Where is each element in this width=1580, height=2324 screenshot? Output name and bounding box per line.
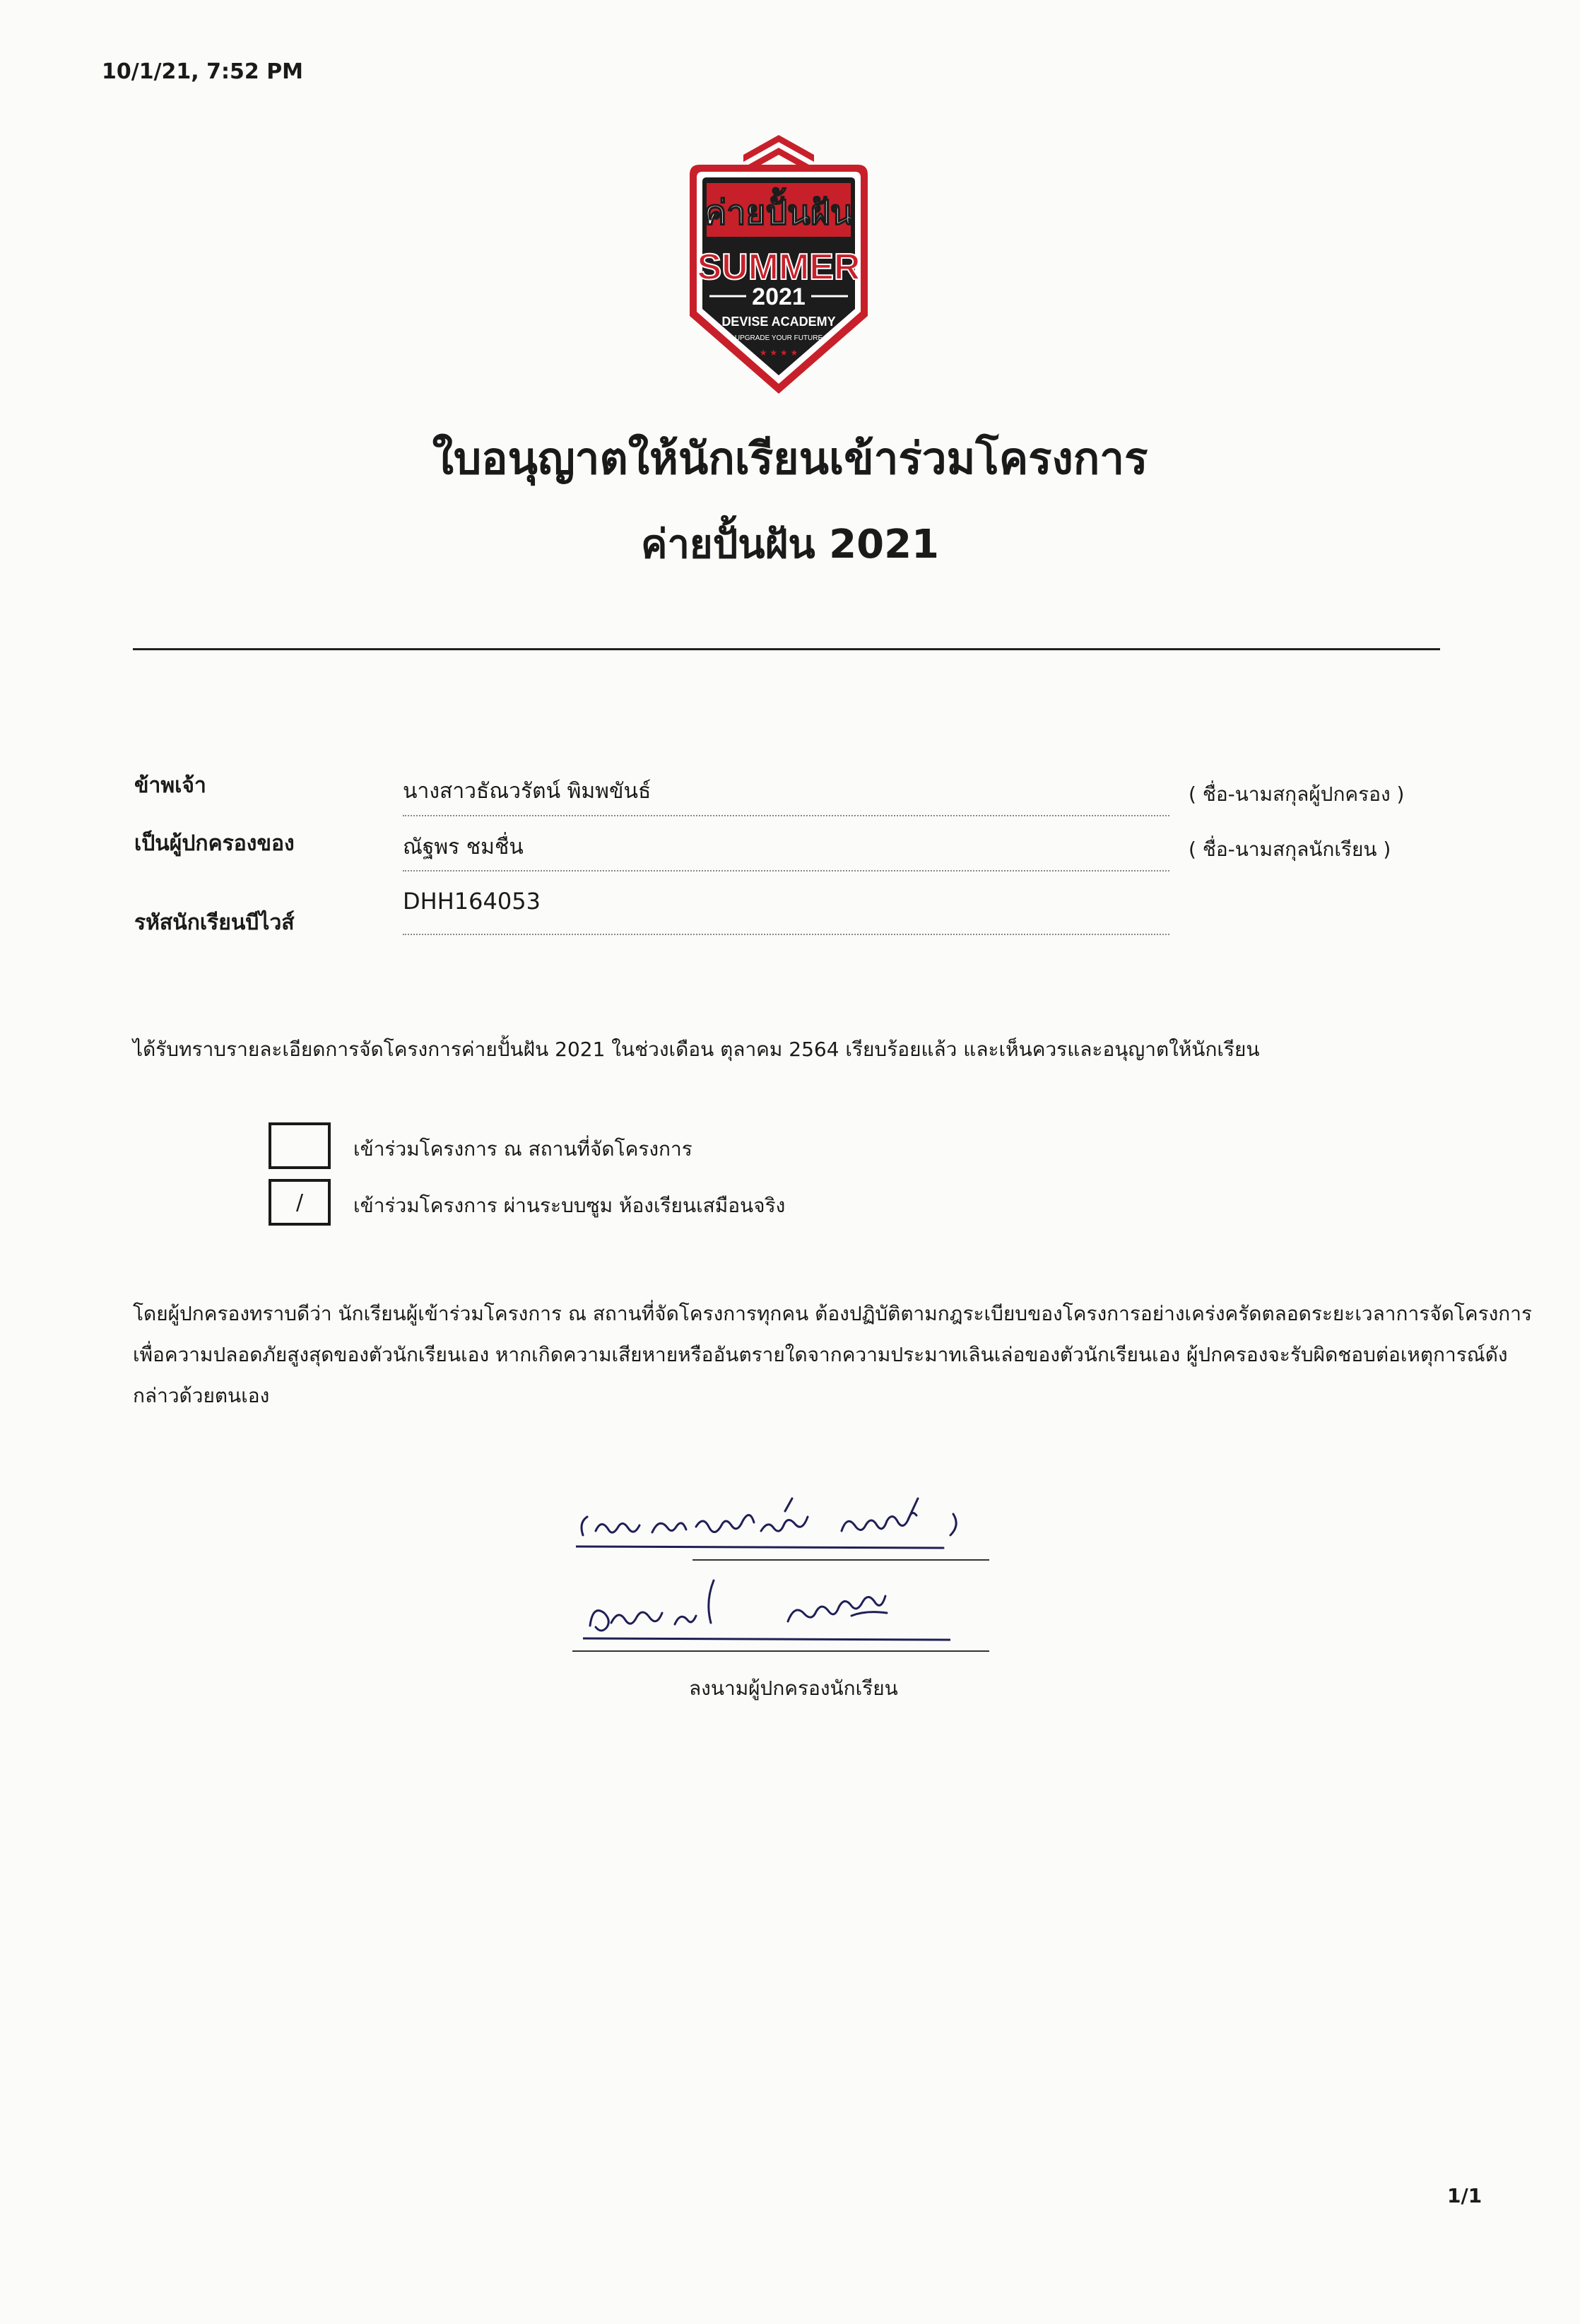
student-id-label: รหัสนักเรียนบีไวส์ — [134, 910, 295, 935]
terms-line-3: กล่าวด้วยตนเอง — [133, 1384, 270, 1407]
student-name-value: ณัฐพร ชมชื่น — [403, 835, 524, 859]
guardian-name-line — [403, 815, 1169, 816]
logo-summer-text: SUMMER — [697, 247, 861, 288]
signature-line — [572, 1650, 989, 1652]
logo-academy-text: DEVISE ACADEMY — [721, 315, 836, 329]
document-title: ใบอนุญาตให้นักเรียนเข้าร่วมโครงการ — [432, 433, 1148, 484]
terms-line-1: โดยผู้ปกครองทราบดีว่า นักเรียนผู้เข้าร่วมโครงการ ณ สถานที่จัดโครงการทุกคน ต้องปฏิบัติตามกฎระเบียบของโครงการอย่างเคร่งครัดตลอดระยะเวลาการจัดโครงการ — [133, 1302, 1533, 1325]
guardian-label: ข้าพเจ้า — [134, 773, 206, 798]
student-label: เป็นผู้ปกครองของ — [134, 831, 295, 856]
online-option-label: เข้าร่วมโครงการ ผ่านระบบซูม ห้องเรียนเสมือนจริง — [353, 1194, 786, 1217]
signature-caption: ลงนามผู้ปกครองนักเรียน — [689, 1677, 898, 1700]
page-number: 1/1 — [1447, 2184, 1482, 2207]
student-id-line — [403, 934, 1169, 935]
student-name-line — [403, 870, 1169, 872]
guardian-name-value: นางสาวธัณวรัตน์ พิมพขันธ์ — [403, 779, 652, 804]
student-name-note: ( ชื่อ-นามสกุลนักเรียน ) — [1189, 838, 1391, 861]
student-id-value: DHH164053 — [403, 888, 541, 915]
terms-line-2: เพื่อความปลอดภัยสูงสุดของตัวนักเรียนเอง หากเกิดความเสียหายหรืออันตรายใดจากความประมาทเลินเล่อของตัวนักเรียนเอง ผู้ปกครองจะรับผิดชอบต่อเหตุการณ์ดัง — [133, 1343, 1508, 1366]
guardian-name-note: ( ชื่อ-นามสกุลผู้ปกครอง ) — [1189, 782, 1405, 806]
onsite-option-label: เข้าร่วมโครงการ ณ สถานที่จัดโครงการ — [353, 1137, 692, 1161]
handwritten-name — [576, 1491, 1007, 1562]
guardian-signature — [583, 1562, 950, 1647]
acknowledge-text: ได้รับทราบรายละเอียดการจัดโครงการค่ายปั้นฝัน 2021 ในช่วงเดือน ตุลาคม 2564 เรียบร้อยแล้ว และเห็นควรและอนุญาตให้นักเรียน — [133, 1038, 1260, 1061]
camp-logo — [678, 131, 879, 396]
online-checkbox[interactable]: / — [269, 1179, 331, 1226]
document-subtitle: ค่ายปั้นฝัน 2021 — [641, 522, 939, 568]
title-divider — [133, 648, 1440, 650]
onsite-checkbox[interactable] — [269, 1122, 331, 1169]
logo-thai-text: ค่ายปั้นฝัน — [704, 193, 854, 233]
logo-year-text: 2021 — [752, 283, 806, 310]
print-timestamp: 10/1/21, 7:52 PM — [102, 59, 304, 84]
svg-text:★ ★ ★ ★: ★ ★ ★ ★ — [759, 348, 798, 358]
signature-name-line — [692, 1559, 989, 1561]
logo-tagline-text: UPGRADE YOUR FUTURE — [734, 334, 823, 342]
